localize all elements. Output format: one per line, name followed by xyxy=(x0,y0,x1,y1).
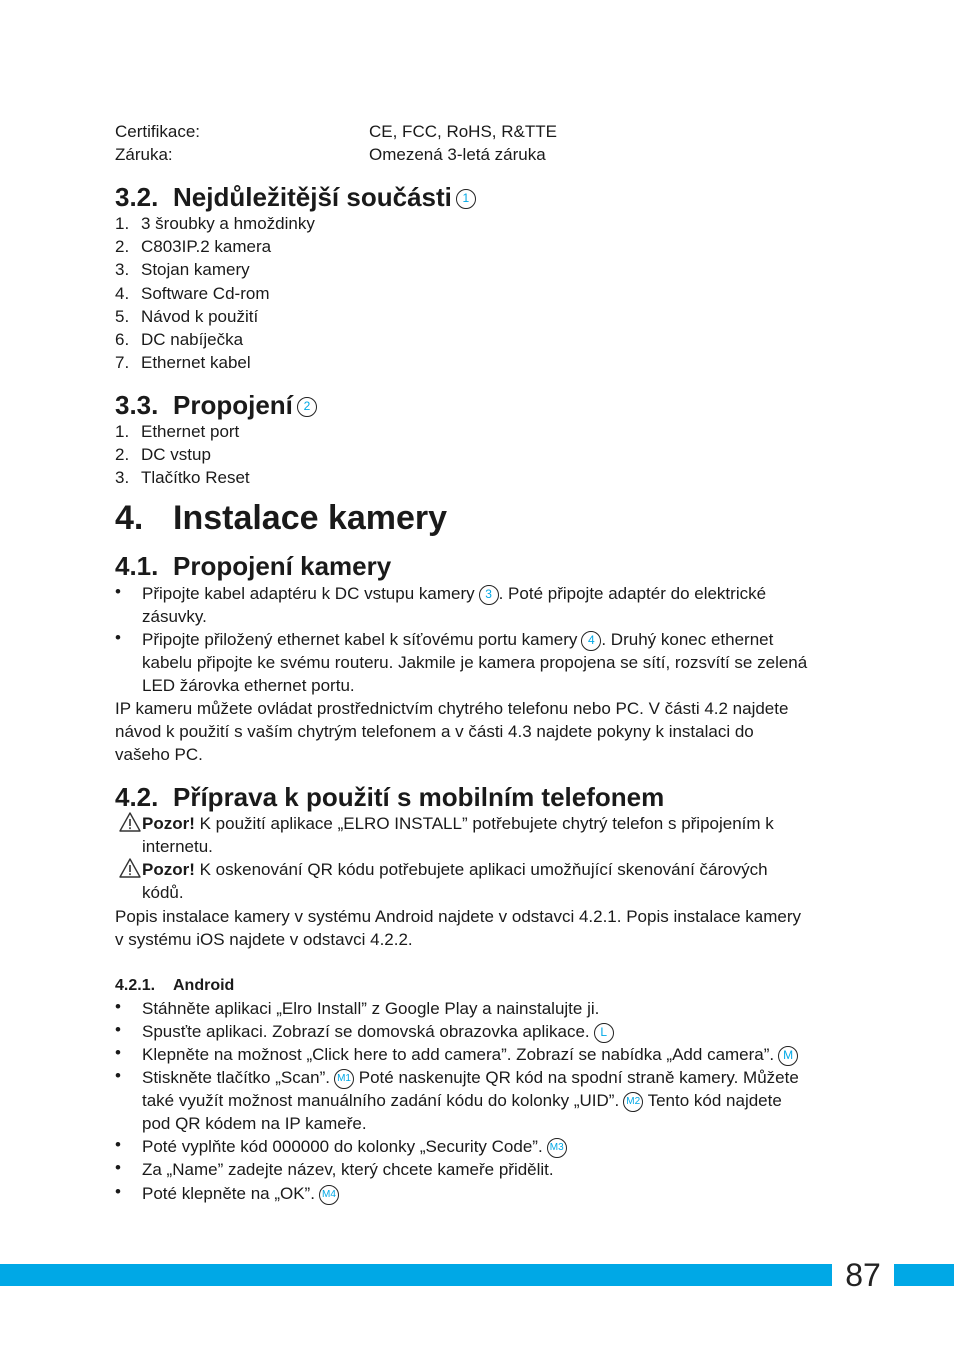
section-title: Nejdůležitější součásti xyxy=(173,182,452,212)
bullet: • xyxy=(115,1043,121,1062)
section-number: 3.3. xyxy=(115,390,159,420)
figure-ref-badge: M1 xyxy=(334,1069,354,1089)
section-title: Propojení kamery xyxy=(173,551,392,581)
figure-ref-badge: M xyxy=(778,1046,798,1066)
bullet: • xyxy=(115,1182,121,1201)
heading-3-3 xyxy=(115,390,317,420)
paragraph-line: v systému iOS najdete v odstavci 4.2.2. xyxy=(115,930,413,949)
warning-triangle-icon xyxy=(119,812,141,832)
footer-bar xyxy=(0,1264,954,1286)
figure-ref-badge: 1 xyxy=(456,189,476,209)
page-number: 87 xyxy=(832,1254,894,1296)
figure-ref-badge: M2 xyxy=(623,1092,643,1112)
heading-3-2 xyxy=(115,182,476,212)
heading-4-2 xyxy=(115,782,664,812)
paragraph-line: návod k použití s vaším chytrým telefonem a v části 4.3 najdete pokyny k instalaci do xyxy=(115,722,754,741)
list-item: 2. DC vstup xyxy=(115,445,211,464)
figure-ref-badge: M4 xyxy=(319,1185,339,1205)
warning-note: Pozor! K oskenování QR kódu potřebujete aplikaci umožňující skenování čárových kódů. xyxy=(142,860,768,902)
list-item: 2. C803IP.2 kamera xyxy=(115,237,272,256)
bullet-text: Připojte kabel adaptéru k DC vstupu kamery 3 . Poté připojte adaptér do elektrické zásuvky. xyxy=(142,584,767,626)
paragraph-line: IP kameru můžete ovládat prostřednictvím chytrého telefonu nebo PC. V části 4.2 najdete xyxy=(115,699,789,718)
section-number: 4.2. xyxy=(115,782,159,812)
list-item: 4. Software Cd-rom xyxy=(115,284,270,303)
section-title: Příprava k použití s mobilním telefonem xyxy=(173,782,665,812)
section-title: Android xyxy=(173,977,235,994)
figure-ref-badge: 4 xyxy=(581,631,601,651)
section-number: 4.1. xyxy=(115,551,159,581)
section-number: 3.2. xyxy=(115,182,159,212)
warning-triangle-icon xyxy=(119,858,141,878)
bullet-text: Spusťte aplikaci. Zobrazí se domovská obrazovka aplikace. L xyxy=(142,1020,842,1043)
bullet-text: Klepněte na možnost „Click here to add camera”. Zobrazí se nabídka „Add camera”. M xyxy=(142,1043,842,1066)
bullet-text: Za „Name” zadejte název, který chcete kameře přidělit. xyxy=(142,1160,554,1179)
bullet-text: Stáhněte aplikaci „Elro Install” z Google Play a nainstalujte ji. xyxy=(142,999,600,1018)
paragraph-line: vašeho PC. xyxy=(115,745,203,764)
spec-value-certifikace: CE, FCC, RoHS, R&TTE xyxy=(369,122,557,141)
bullet-text: Stiskněte tlačítko „Scan”. M1 Poté naskenujte QR kód na spodní straně kamery. Můžete také využít možnost manuálního zadání kódu do kolonky „UID”. M2 Tento kód najdete pod QR kódem na IP kameře. xyxy=(142,1068,799,1133)
spec-value-zaruka: Omezená 3-letá záruka xyxy=(369,145,546,164)
figure-ref-badge: M3 xyxy=(547,1138,567,1158)
figure-ref-badge: 2 xyxy=(297,397,317,417)
section-title: Propojení xyxy=(173,390,293,420)
bullet: • xyxy=(115,1066,121,1085)
bullet-text: Připojte přiložený ethernet kabel k síťovému portu kamery 4 . Druhý konec ethernet kabelu připojte ke svému routeru. Jakmile je kamera propojena se sítí, rozsvítí se zelená LED žárovka ethernet portu. xyxy=(142,630,808,695)
heading-4 xyxy=(115,498,447,538)
paragraph-line: Popis instalace kamery v systému Android najdete v odstavci 4.2.1. Popis instalace kamery xyxy=(115,907,802,926)
figure-ref-badge: 3 xyxy=(479,585,499,605)
list-item: 7. Ethernet kabel xyxy=(115,353,251,372)
list-item: 3. Stojan kamery xyxy=(115,260,250,279)
spec-label-certifikace: Certifikace: xyxy=(115,122,201,141)
section-number: 4.2.1. xyxy=(115,977,156,994)
bullet: • xyxy=(115,1135,121,1154)
list-item: 6. DC nabíječka xyxy=(115,330,244,349)
section-title: Instalace kamery xyxy=(173,499,448,537)
list-item: 5. Návod k použití xyxy=(115,307,259,326)
list-item: 1. 3 šroubky a hmoždinky xyxy=(115,214,315,233)
bullet: • xyxy=(115,997,121,1016)
spec-label-zaruka: Záruka: xyxy=(115,145,173,164)
heading-4-2-1 xyxy=(115,976,234,996)
bullet: • xyxy=(115,628,121,647)
section-number: 4. xyxy=(115,499,144,537)
bullet: • xyxy=(115,582,121,601)
figure-ref-badge: L xyxy=(594,1023,614,1043)
list-item: 1. Ethernet port xyxy=(115,422,240,441)
bullet-text: Poté klepněte na „OK”. M4 xyxy=(142,1182,842,1205)
bullet: • xyxy=(115,1158,121,1177)
warning-note: Pozor! K použití aplikace „ELRO INSTALL” potřebujete chytrý telefon s připojením k internetu. xyxy=(142,814,774,856)
heading-4-1 xyxy=(115,551,391,581)
bullet-text: Poté vyplňte kód 000000 do kolonky „Security Code”. M3 xyxy=(142,1135,842,1158)
list-item: 3. Tlačítko Reset xyxy=(115,468,250,487)
bullet: • xyxy=(115,1020,121,1039)
